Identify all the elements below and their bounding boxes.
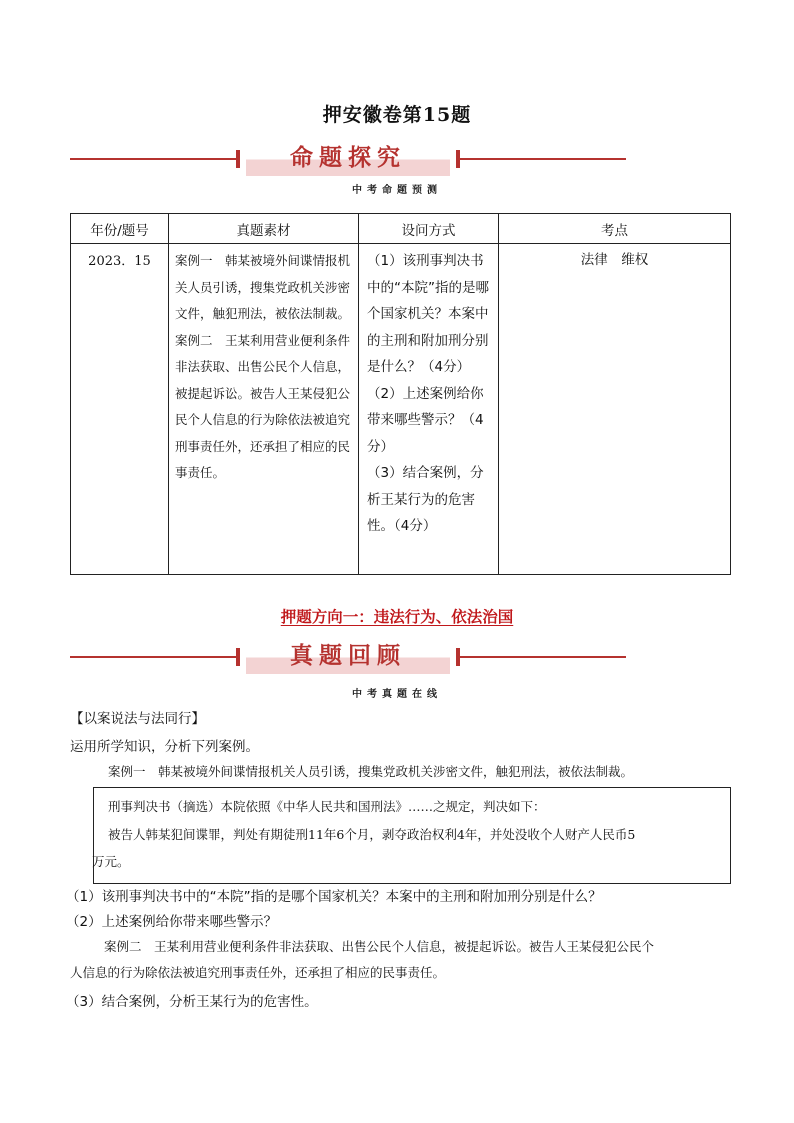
exam-info-table — [70, 213, 731, 575]
review-question-1: （1）该刑事判决书中的“本院”指的是哪个国家机关？本案中的主刑和附加刑分别是什么？ — [66, 889, 602, 905]
banner-label: 命题探究 — [290, 145, 406, 171]
question-2: （2）上述案例给你带来哪些警示？（4分） — [367, 385, 484, 455]
page-title: 押安徽卷第15题 — [322, 104, 472, 126]
cell-points: 法律 维权 — [499, 244, 731, 575]
banner-divider-left — [70, 158, 236, 160]
direction-text: 押题方向一：违法行为、依法治国 — [280, 608, 514, 626]
review-heading: 【以案说法与法同行】 — [70, 711, 205, 727]
review-question-2: （2）上述案例给你带来哪些警示？ — [66, 914, 278, 930]
review-question-3: （3）结合案例，分析王某行为的危害性。 — [66, 994, 318, 1010]
cell-year: 2023．15 — [71, 244, 169, 575]
banner-tick-left — [236, 648, 240, 666]
direction-heading — [0, 605, 794, 627]
question-1: （1）该刑事判决书中的“本院”指的是哪个国家机关？本案中的主刑和附加刑分别是什么？（4分） — [367, 253, 489, 375]
banner-subtitle: 中考真题在线 — [352, 689, 442, 700]
review-case-1: 案例一 韩某被境外间谍情报机关人员引诱，搜集党政机关涉密文件，触犯刑法，被依法制裁。 — [108, 764, 634, 779]
material-case-1: 案例一 韩某被境外间谍情报机关人员引诱，搜集党政机关涉密文件，触犯刑法，被依法制裁。 — [175, 253, 351, 321]
review-instruction: 运用所学知识，分析下列案例。 — [70, 739, 259, 755]
header-year: 年份/题号 — [71, 214, 169, 244]
banner-divider-right — [460, 656, 626, 658]
table-row — [71, 244, 731, 575]
verdict-line-3: 万元。 — [92, 854, 130, 869]
verdict-line-2: 被告人韩某犯间谍罪，判处有期徒刑11年6个月，剥夺政治权利4年，并处没收个人财产人民币5 — [108, 827, 636, 842]
review-case-2-line-1: 案例二 王某利用营业便利条件非法获取、出售公民个人信息，被提起诉讼。被告人王某侵犯公民个 — [104, 939, 655, 954]
cell-questions — [359, 244, 499, 575]
table-header-row — [71, 214, 731, 244]
section-banner-zhenti — [70, 640, 626, 674]
banner-plate — [246, 640, 450, 674]
review-case-2-line-2: 人信息的行为除依法被追究刑事责任外，还承担了相应的民事责任。 — [70, 965, 446, 980]
header-points: 考点 — [499, 214, 731, 244]
cell-material — [169, 244, 359, 575]
verdict-excerpt-box — [93, 787, 731, 884]
verdict-line-1: 刑事判决书（摘选）本院依照《中华人民共和国刑法》……之规定，判决如下： — [108, 799, 546, 814]
banner-plate — [246, 142, 450, 176]
banner-divider-left — [70, 656, 236, 658]
banner-subtitle: 中考命题预测 — [352, 185, 442, 196]
header-material: 真题素材 — [169, 214, 359, 244]
banner-tick-left — [236, 150, 240, 168]
question-3: （3）结合案例，分析王某行为的危害性。（4分） — [367, 465, 484, 534]
banner-divider-right — [460, 158, 626, 160]
banner-label: 真题回顾 — [290, 643, 406, 669]
material-case-2: 案例二 王某利用营业便利条件非法获取、出售公民个人信息，被提起诉讼。被告人王某侵犯公民个人信息的行为除依法被追究刑事责任外，还承担了相应的民事责任。 — [175, 332, 351, 480]
section-banner-mingti — [70, 142, 626, 176]
header-question: 设问方式 — [359, 214, 499, 244]
